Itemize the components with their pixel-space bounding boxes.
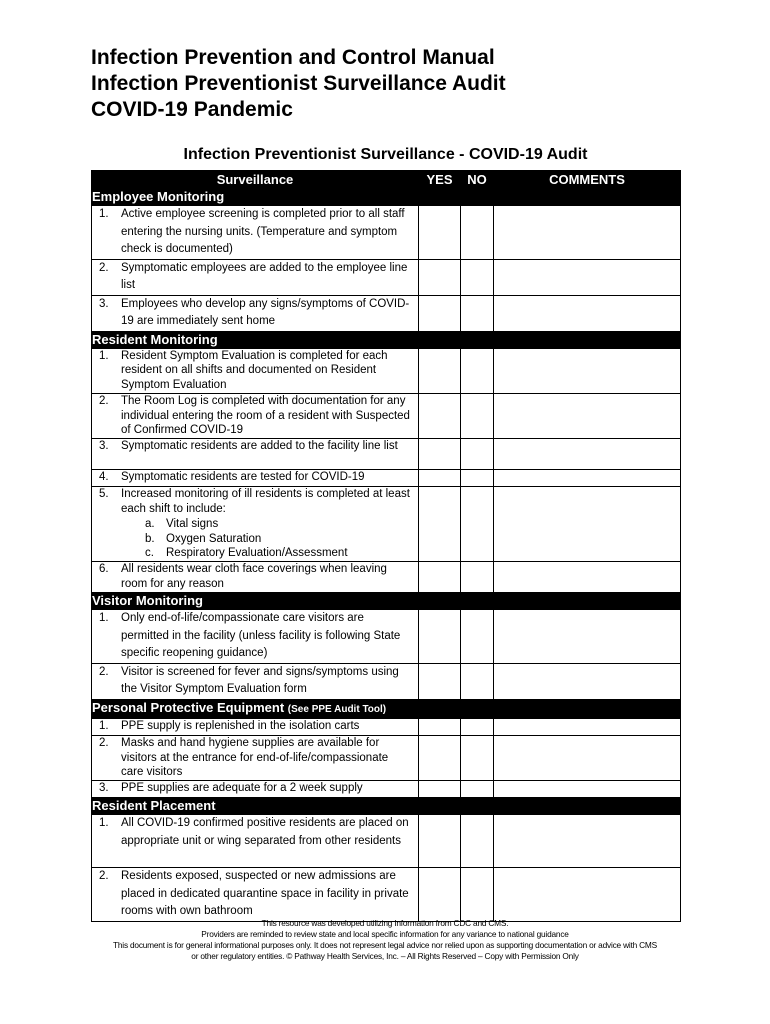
table-row <box>92 439 681 470</box>
item-number: 6. <box>99 563 109 576</box>
comments-cell[interactable] <box>494 295 681 331</box>
table-row <box>92 259 681 295</box>
item-cell <box>92 868 419 922</box>
item-number: 2. <box>99 394 109 407</box>
yes-checkbox-cell[interactable] <box>419 487 461 562</box>
item-number: 1. <box>99 349 109 362</box>
section-header-resident-monitoring: Resident Monitoring <box>92 331 681 348</box>
item-text: Only end-of-life/compassionate care visitors are permitted in the facility (unless facility is following State specific reopening guidance) <box>121 612 401 660</box>
sub-item-text: Oxygen Saturation <box>166 532 262 545</box>
comments-cell[interactable] <box>494 348 681 393</box>
item-text: All COVID-19 confirmed positive residents are placed on appropriate unit or wing separated from other residents <box>121 817 409 847</box>
item-text: Symptomatic residents are tested for COVID-19 <box>121 471 365 484</box>
comments-cell[interactable] <box>494 439 681 470</box>
item-text: Visitor is screened for fever and signs/symptoms using the Visitor Symptom Evaluation form <box>121 665 399 696</box>
no-checkbox-cell[interactable] <box>461 487 494 562</box>
item-number: 2. <box>99 261 109 274</box>
footer-copyright: or other regulatory entities. © Pathway Health Services, Inc. – All Rights Reserved – Copy with Permission Only <box>191 951 579 961</box>
no-checkbox-cell[interactable] <box>461 718 494 735</box>
item-cell <box>92 470 419 487</box>
table-row <box>92 663 681 699</box>
no-checkbox-cell[interactable] <box>461 206 494 260</box>
item-text: PPE supplies are adequate for a 2 week supply <box>121 782 363 795</box>
page-footer <box>0 918 770 962</box>
table-row <box>92 393 681 438</box>
comments-cell[interactable] <box>494 487 681 562</box>
item-number: 2. <box>99 870 109 883</box>
sub-item-list <box>121 517 412 561</box>
table-row <box>92 295 681 331</box>
item-cell <box>92 815 419 868</box>
no-checkbox-cell[interactable] <box>461 781 494 798</box>
no-checkbox-cell[interactable] <box>461 259 494 295</box>
item-text: Symptomatic residents are added to the facility line list <box>121 440 398 453</box>
table-row <box>92 562 681 593</box>
yes-checkbox-cell[interactable] <box>419 393 461 438</box>
sub-item <box>121 546 412 561</box>
item-number: 1. <box>99 208 109 220</box>
table-row <box>92 470 681 487</box>
ppe-section-title: Personal Protective Equipment <box>92 699 285 715</box>
table-row <box>92 718 681 735</box>
yes-checkbox-cell[interactable] <box>419 562 461 593</box>
comments-cell[interactable] <box>494 781 681 798</box>
item-cell <box>92 663 419 699</box>
item-number: 2. <box>99 665 109 678</box>
sub-item-letter: b. <box>145 532 155 545</box>
item-cell <box>92 781 419 798</box>
yes-checkbox-cell[interactable] <box>419 295 461 331</box>
item-number: 2. <box>99 736 109 749</box>
footer-guidance-note: Providers are reminded to review state and local specific information for any variance to national guidance <box>201 929 569 939</box>
yes-checkbox-cell[interactable] <box>419 610 461 664</box>
no-checkbox-cell[interactable] <box>461 868 494 922</box>
comments-cell[interactable] <box>494 868 681 922</box>
section-header-ppe <box>92 699 681 718</box>
item-number: 3. <box>99 440 109 453</box>
sub-item-text: Vital signs <box>166 517 219 530</box>
no-column-header: NO <box>461 171 494 189</box>
no-checkbox-cell[interactable] <box>461 663 494 699</box>
footer-disclaimer: This document is for general informational purposes only. It does not represent legal advice nor relied upon as supporting documentation or advice with CMS <box>113 940 657 950</box>
table-row <box>92 487 681 562</box>
comments-cell[interactable] <box>494 393 681 438</box>
item-text: Employees who develop any signs/symptoms of COVID-19 are immediately sent home <box>121 297 410 327</box>
audit-table <box>91 170 681 922</box>
no-checkbox-cell[interactable] <box>461 348 494 393</box>
table-header-row <box>92 171 681 189</box>
sub-item-text: Respiratory Evaluation/Assessment <box>166 547 348 560</box>
item-text: Symptomatic employees are added to the employee line list <box>121 261 408 291</box>
item-cell <box>92 348 419 393</box>
manual-title: Infection Prevention and Control Manual <box>91 46 495 69</box>
item-number: 1. <box>99 719 109 732</box>
item-cell <box>92 718 419 735</box>
item-text: All residents wear cloth face coverings when leaving room for any reason <box>121 563 387 591</box>
yes-checkbox-cell[interactable] <box>419 735 461 780</box>
comments-cell[interactable] <box>494 259 681 295</box>
item-text: Masks and hand hygiene supplies are available for visitors at the entrance for end-of-life/compassionate care visitors <box>121 736 389 779</box>
item-text: Active employee screening is completed prior to all staff entering the nursing units. (Temperature and symptom check is documented) <box>121 208 405 255</box>
item-cell <box>92 439 419 470</box>
page-heading <box>91 45 506 123</box>
item-number: 1. <box>99 612 109 625</box>
table-row <box>92 815 681 868</box>
no-checkbox-cell[interactable] <box>461 470 494 487</box>
comments-cell[interactable] <box>494 610 681 664</box>
item-cell <box>92 562 419 593</box>
comments-cell[interactable] <box>494 206 681 260</box>
item-text: Residents exposed, suspected or new admissions are placed in dedicated quarantine space in facility in private rooms with own bathroom <box>121 870 409 918</box>
comments-cell[interactable] <box>494 663 681 699</box>
table-row <box>92 868 681 922</box>
yes-checkbox-cell[interactable] <box>419 348 461 393</box>
no-checkbox-cell[interactable] <box>461 393 494 438</box>
table-row <box>92 735 681 780</box>
item-text: The Room Log is completed with documentation for any individual entering the room of a resident with Suspected of Confirmed COVID-19 <box>121 394 410 437</box>
item-number: 5. <box>99 488 109 501</box>
item-cell <box>92 487 419 562</box>
sub-item <box>121 532 412 547</box>
table-row <box>92 781 681 798</box>
yes-checkbox-cell[interactable] <box>419 470 461 487</box>
sub-item-letter: c. <box>145 547 154 560</box>
item-text: Resident Symptom Evaluation is completed for each resident on all shifts and documented on Resident Symptom Evaluation <box>121 349 388 392</box>
comments-column-header: COMMENTS <box>494 171 681 189</box>
item-number: 4. <box>99 471 109 484</box>
audit-name-title: Infection Preventionist Surveillance Audit <box>91 72 506 95</box>
section-header-visitor-monitoring: Visitor Monitoring <box>92 593 681 610</box>
surveillance-column-header: Surveillance <box>92 171 419 189</box>
ppe-section-subtitle: (See PPE Audit Tool) <box>287 703 387 715</box>
no-checkbox-cell[interactable] <box>461 439 494 470</box>
no-checkbox-cell[interactable] <box>461 295 494 331</box>
item-number: 3. <box>99 297 109 310</box>
yes-checkbox-cell[interactable] <box>419 868 461 922</box>
pandemic-title: COVID-19 Pandemic <box>91 98 293 121</box>
item-cell <box>92 393 419 438</box>
section-header-resident-placement: Resident Placement <box>92 798 681 815</box>
section-header-employee-monitoring: Employee Monitoring <box>92 189 681 206</box>
comments-cell[interactable] <box>494 718 681 735</box>
yes-column-header: YES <box>419 171 461 189</box>
item-cell <box>92 259 419 295</box>
yes-checkbox-cell[interactable] <box>419 781 461 798</box>
sub-item <box>121 517 412 532</box>
no-checkbox-cell[interactable] <box>461 735 494 780</box>
yes-checkbox-cell[interactable] <box>419 259 461 295</box>
no-checkbox-cell[interactable] <box>461 815 494 868</box>
yes-checkbox-cell[interactable] <box>419 439 461 470</box>
item-cell <box>92 295 419 331</box>
comments-cell[interactable] <box>494 470 681 487</box>
no-checkbox-cell[interactable] <box>461 562 494 593</box>
comments-cell[interactable] <box>494 815 681 868</box>
yes-checkbox-cell[interactable] <box>419 815 461 868</box>
yes-checkbox-cell[interactable] <box>419 718 461 735</box>
item-cell <box>92 735 419 780</box>
yes-checkbox-cell[interactable] <box>419 206 461 260</box>
no-checkbox-cell[interactable] <box>461 610 494 664</box>
item-cell <box>92 610 419 664</box>
item-text: Increased monitoring of ill residents is completed at least each shift to include: <box>121 488 410 516</box>
item-text: PPE supply is replenished in the isolation carts <box>121 719 360 732</box>
footer-source-note: This resource was developed utilizing Information from CDC and CMS. <box>261 918 509 928</box>
item-cell <box>92 206 419 260</box>
yes-checkbox-cell[interactable] <box>419 663 461 699</box>
audit-table-title: Infection Preventionist Surveillance - COVID-19 Audit <box>183 146 588 163</box>
item-number: 1. <box>99 817 109 830</box>
comments-cell[interactable] <box>494 562 681 593</box>
table-row <box>92 206 681 260</box>
sub-item-letter: a. <box>145 517 155 530</box>
table-row <box>92 348 681 393</box>
item-number: 3. <box>99 782 109 795</box>
table-row <box>92 610 681 664</box>
comments-cell[interactable] <box>494 735 681 780</box>
